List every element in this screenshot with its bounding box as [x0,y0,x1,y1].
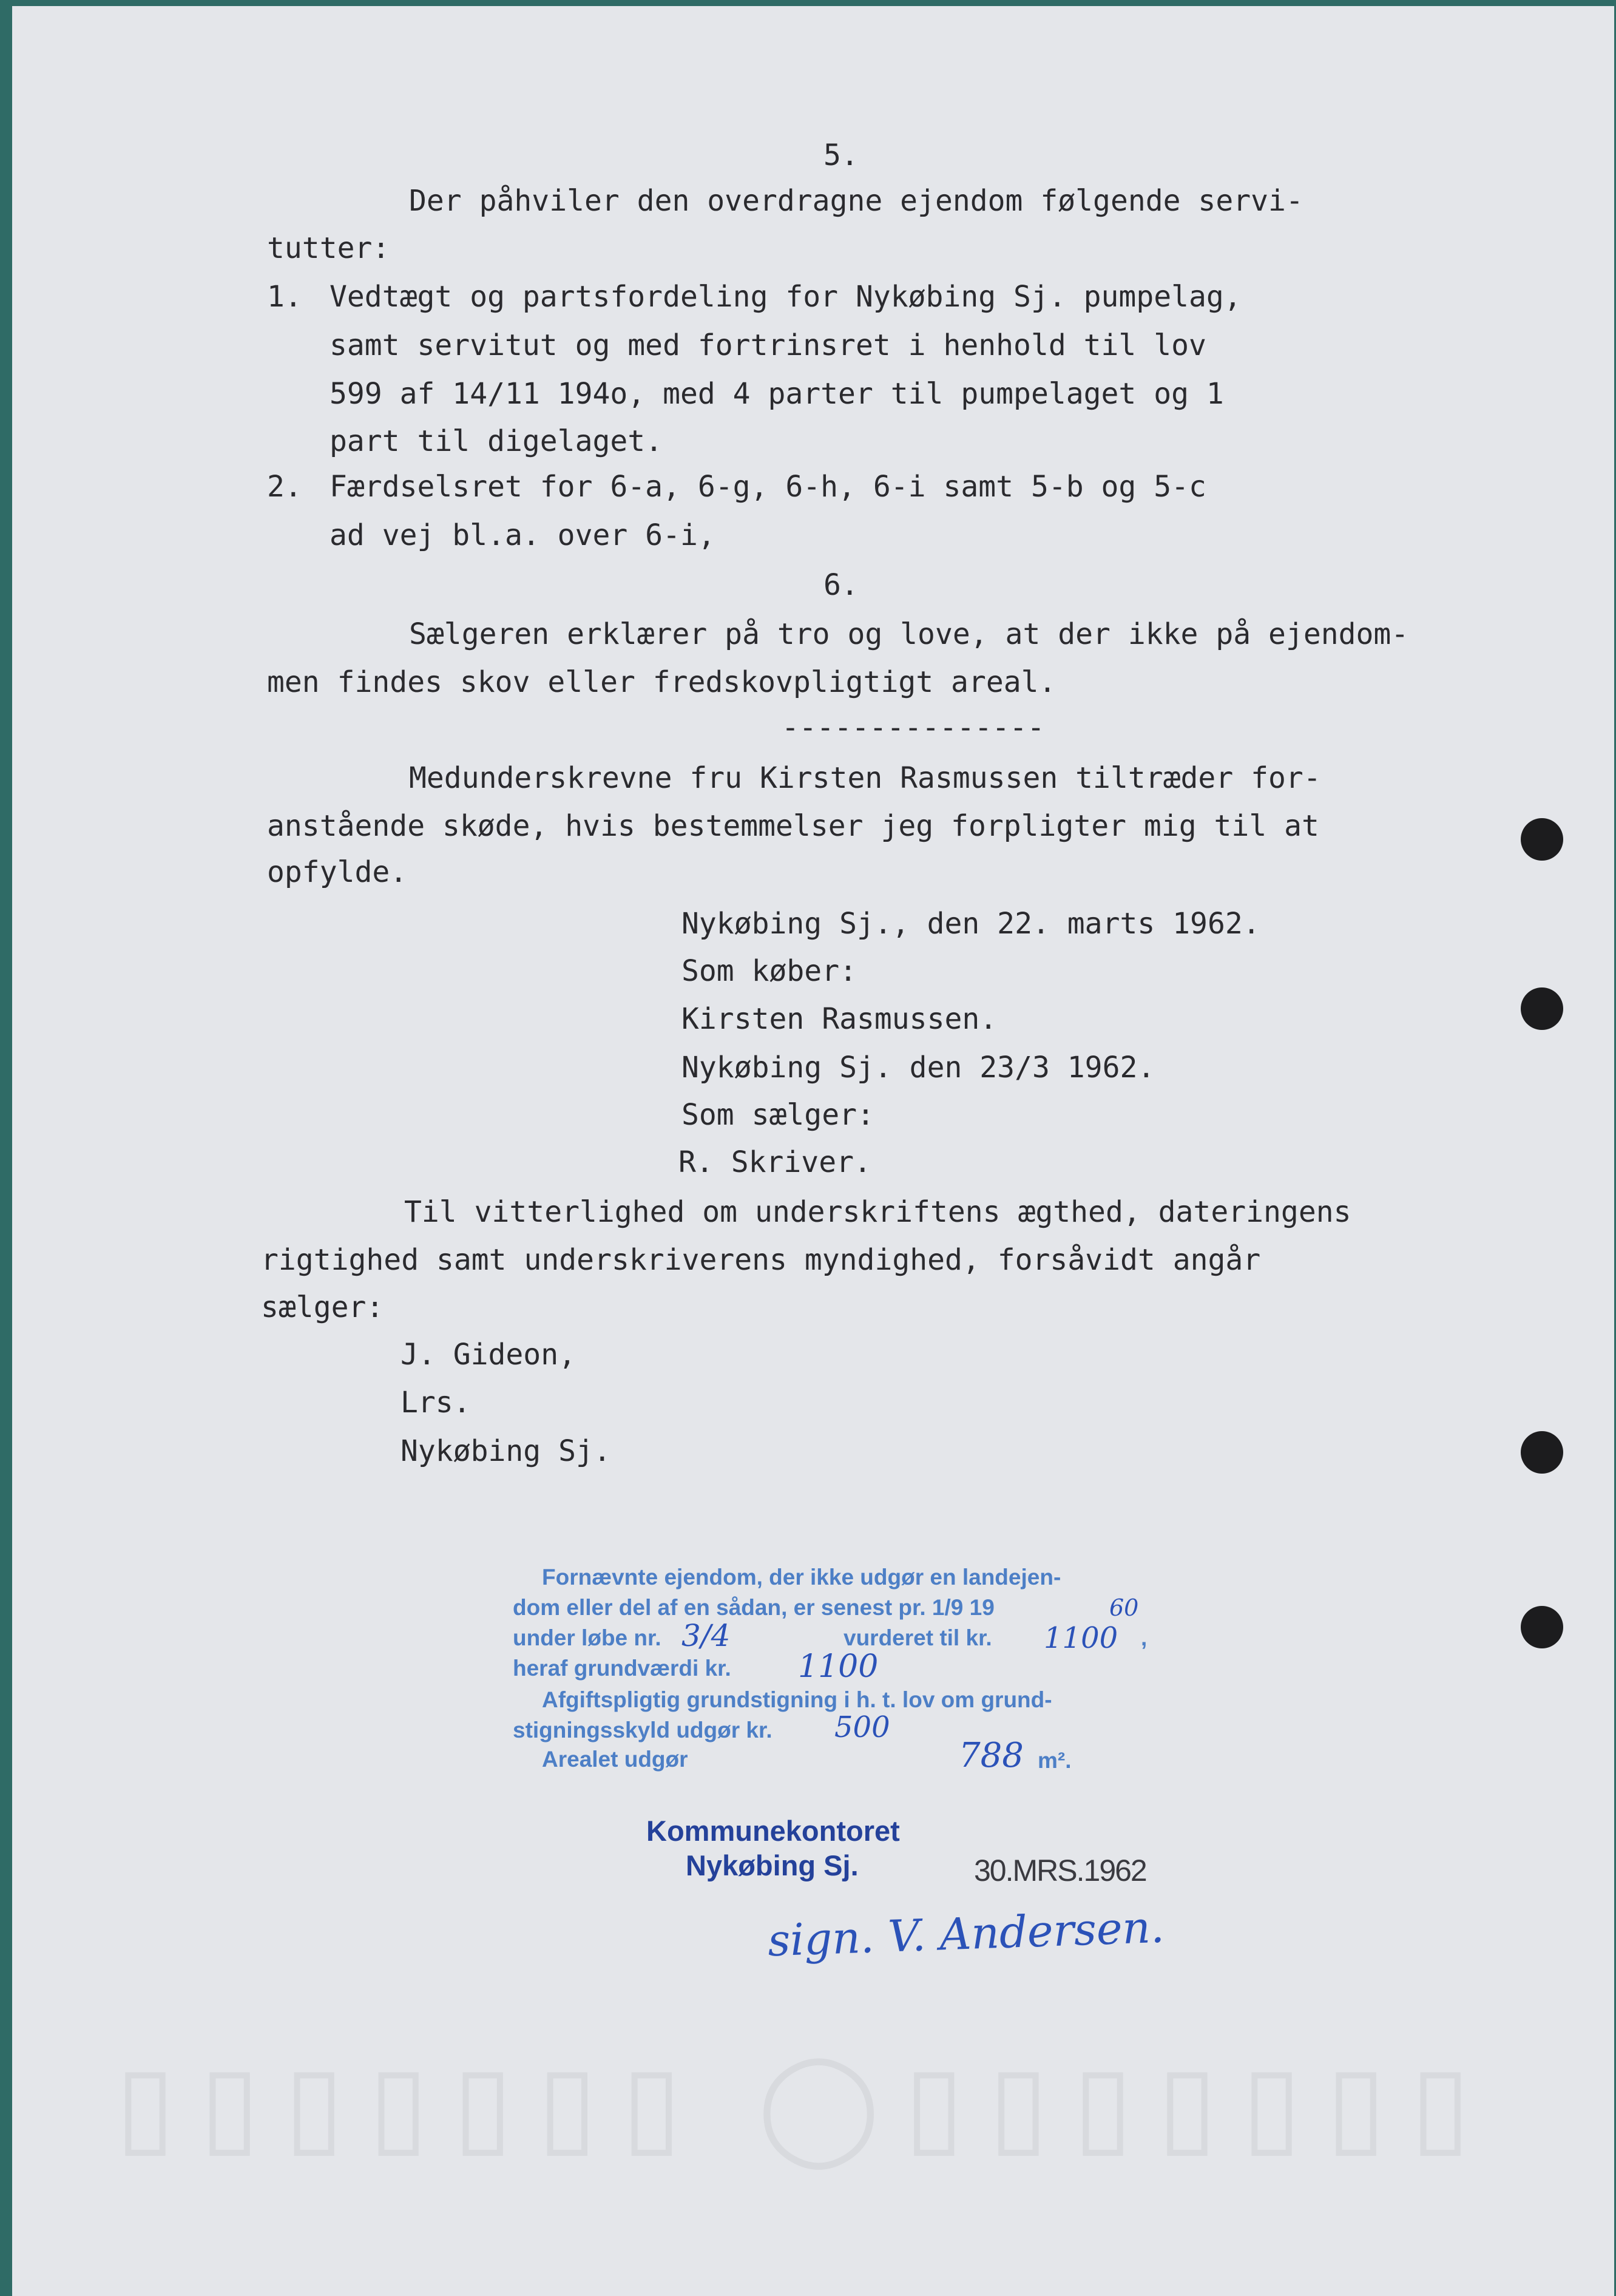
stamp-line-7-label: Arealet udgør [542,1747,688,1772]
stamp-date: 30.MRS.1962 [974,1854,1146,1888]
servitut-item-2-line: ad vej bl.a. over 6-i, [330,518,715,552]
stamp-line-6-label: stigningsskyld udgør kr. [513,1718,773,1742]
stamp-line-7-unit: m². [1038,1748,1072,1773]
stamp-line-1: Fornævnte ejendom, der ikke udgør en landejen- [542,1565,1061,1590]
handwritten-signature: sign. V. Andersen. [766,1901,1165,1966]
section-6-line-2: men findes skov eller fredskovpligtigt areal. [267,665,1056,699]
servitut-intro-line-2: tutter: [267,231,390,265]
seller-name: R. Skriver. [678,1145,871,1179]
servitut-item-1-line: samt servitut og med fortrinsret i henhold til lov [330,328,1206,362]
servitut-item-1-number: 1. [267,280,302,314]
witness-place: Nykøbing Sj. [401,1434,611,1468]
servitut-item-1-line: 599 af 14/11 194o, med 4 parter til pumpelaget og 1 [330,377,1224,411]
stamp-value-handwritten: 1100 [1044,1621,1118,1655]
stamp-lobe-nr-handwritten: 3/4 [681,1618,731,1653]
stamp-line-3-value-label: vurderet til kr. [843,1625,992,1650]
witness-line-1: Til vitterlighed om underskriftens ægthed, dateringens [404,1195,1351,1229]
seller-role: Som sælger: [681,1098,874,1132]
punch-hole [1521,987,1563,1030]
servitut-intro-line-1: Der påhviler den overdragne ejendom følgende servi- [409,184,1303,218]
stamp-line-3-end: , [1141,1625,1148,1650]
stamp-line-4-label: heraf grundværdi kr. [513,1656,731,1681]
stamp-year-handwritten: 60 [1109,1594,1139,1621]
witness-line-2: rigtighed samt underskriverens myndighed, forsåvidt angår [261,1243,1261,1277]
buyer-role: Som køber: [681,954,857,988]
consent-line-3: opfylde. [267,855,408,889]
servitut-item-1-line: part til digelaget. [330,424,663,458]
stamp-skyld-handwritten: 500 [834,1710,890,1744]
stamp-office-name: Kommunekontoret [646,1815,900,1847]
seller-place-date: Nykøbing Sj. den 23/3 1962. [681,1051,1155,1085]
section-6-heading: 6. [823,568,859,602]
stamp-line-5: Afgiftspligtig grundstigning i h. t. lov om grund- [542,1687,1052,1712]
page-number: 5. [823,138,859,172]
punch-hole [1521,1431,1563,1474]
servitut-item-2-number: 2. [267,470,302,504]
stamp-line-3-label: under løbe nr. [513,1625,661,1650]
punch-hole [1521,1606,1563,1648]
stamp-areal-handwritten: 788 [959,1736,1024,1775]
witness-line-3: sælger: [261,1290,384,1324]
witness-name: J. Gideon, [401,1338,576,1372]
document-page [12,6,1614,2296]
servitut-item-2-line: Færdselsret for 6-a, 6-g, 6-h, 6-i samt 5-b og 5-c [330,470,1206,504]
buyer-name: Kirsten Rasmussen. [681,1002,998,1036]
consent-line-1: Medunderskrevne fru Kirsten Rasmussen tiltræder for- [409,761,1321,795]
stamp-line-2: dom eller del af en sådan, er senest pr. 1/9 19 [513,1595,995,1620]
separator-line: --------------- [782,711,1045,745]
punch-hole [1521,818,1563,861]
stamp-grundvaerdi-handwritten: 1100 [798,1648,879,1685]
stamp-office-town: Nykøbing Sj. [686,1849,859,1881]
consent-line-2: anstående skøde, hvis bestemmelser jeg forpligter mig til at [267,809,1319,843]
section-6-line-1: Sælgeren erklærer på tro og love, at der ikke på ejendom- [409,617,1409,651]
servitut-item-1-line: Vedtægt og partsfordeling for Nykøbing Sj. pumpelag, [330,280,1242,314]
buyer-place-date: Nykøbing Sj., den 22. marts 1962. [681,907,1260,941]
witness-title: Lrs. [401,1386,471,1420]
bleed-through-text: ▯▯▯▯▯▯▯ ◯▯▯▯▯▯▯▯ [115,2045,1495,2166]
